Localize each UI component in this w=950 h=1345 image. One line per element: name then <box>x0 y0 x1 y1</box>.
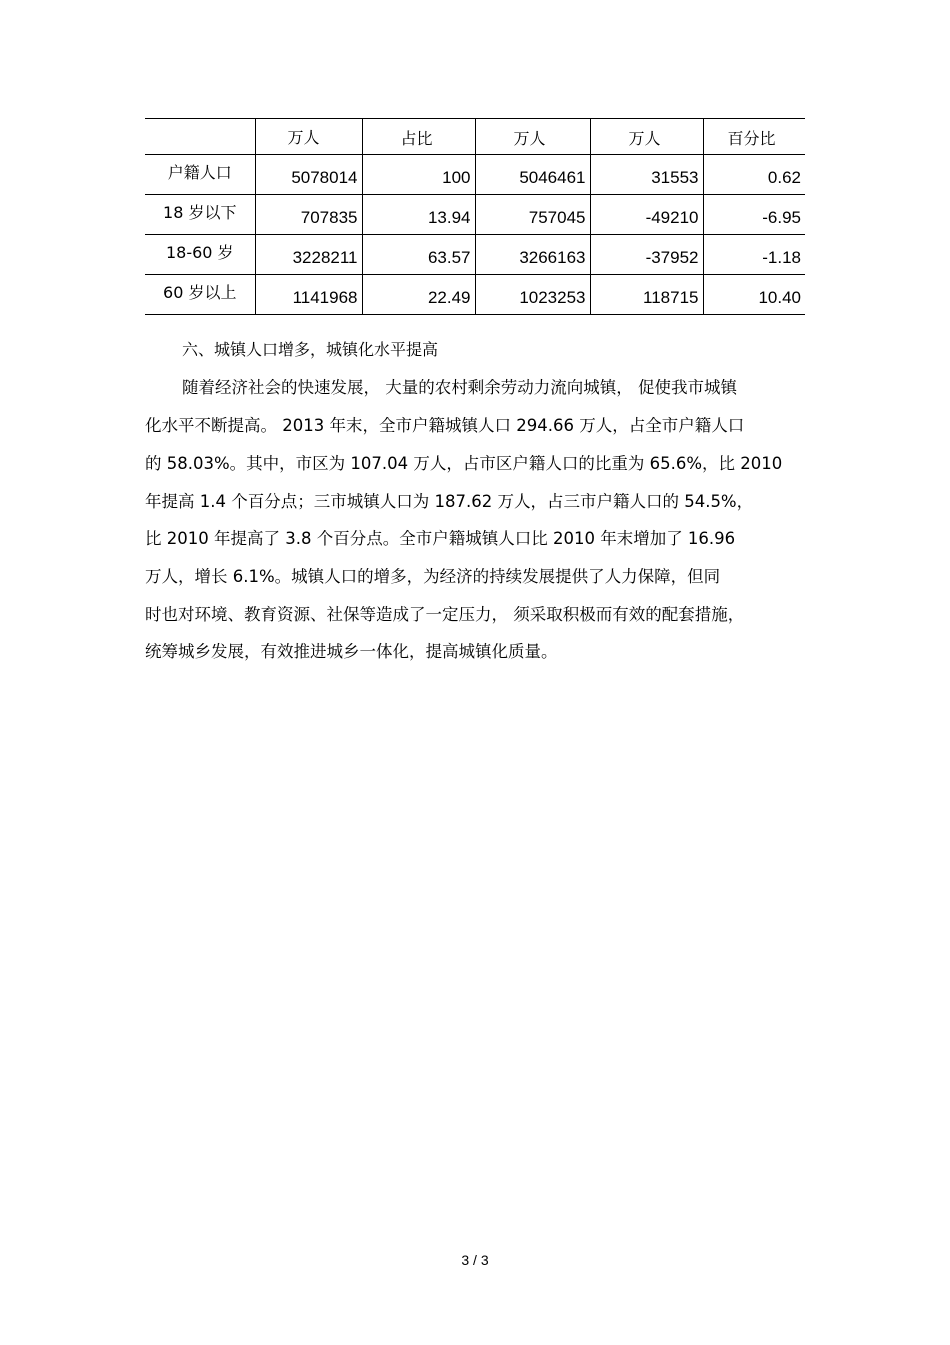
table-row <box>145 275 805 315</box>
paragraph-line: 统筹城乡发展，有效推进城乡一体化，提高城镇化质量。 <box>145 642 558 661</box>
table-cell: 707835 <box>255 195 362 235</box>
table-cell: 118715 <box>590 275 703 315</box>
table-cell: 3266163 <box>475 235 590 275</box>
paragraph-line: 比 2010 年提高了 3.8 个百分点。全市户籍城镇人口比 2010 年末增加了 16.96 <box>145 529 736 548</box>
table-cell: -1.18 <box>703 235 805 275</box>
table-cell: -37952 <box>590 235 703 275</box>
table-cell: -49210 <box>590 195 703 235</box>
paragraph-line: 随着经济社会的快速发展， 大量的农村剩余劳动力流向城镇， 促使我市城镇 <box>182 378 737 397</box>
table-header-cell: 百分比 <box>703 119 805 155</box>
table-cell: 31553 <box>590 155 703 195</box>
paragraph-line: 时也对环境、教育资源、社保等造成了一定压力， 须采取积极而有效的配套措施， <box>145 605 745 624</box>
table-row <box>145 155 805 195</box>
table-header-corner <box>145 119 255 155</box>
table-cell: 22.49 <box>362 275 475 315</box>
table-row <box>145 195 805 235</box>
table-header-cell: 万人 <box>590 119 703 155</box>
table-cell: 3228211 <box>255 235 362 275</box>
table-cell: 5046461 <box>475 155 590 195</box>
table-cell: 13.94 <box>362 195 475 235</box>
row-label: 60 岁以上 <box>145 275 255 315</box>
table-cell: 10.40 <box>703 275 805 315</box>
table-cell: 0.62 <box>703 155 805 195</box>
paragraph-line: 万人，增长 6.1%。城镇人口的增多，为经济的持续发展提供了人力保障，但同 <box>145 567 721 586</box>
row-label: 户籍人口 <box>145 155 255 195</box>
table-row <box>145 235 805 275</box>
paragraph-line: 的 58.03%。其中，市区为 107.04 万人，占市区户籍人口的比重为 65.6%，比 2010 <box>145 454 783 473</box>
population-table <box>145 118 805 315</box>
table-header-cell: 万人 <box>255 119 362 155</box>
table-header-cell: 占比 <box>362 119 475 155</box>
row-label: 18 岁以下 <box>145 195 255 235</box>
table-cell: 100 <box>362 155 475 195</box>
table-cell: 63.57 <box>362 235 475 275</box>
paragraph-line: 年提高 1.4 个百分点；三市城镇人口为 187.62 万人，占三市户籍人口的 54.5%， <box>145 492 754 511</box>
section-heading: 六、城镇人口增多，城镇化水平提高 <box>182 340 439 359</box>
table-header-row <box>145 119 805 155</box>
table-cell: 757045 <box>475 195 590 235</box>
table-cell: 1023253 <box>475 275 590 315</box>
page-number: 3 / 3 <box>461 1252 489 1268</box>
table-header-cell: 万人 <box>475 119 590 155</box>
row-label: 18-60 岁 <box>145 235 255 275</box>
paragraph-line: 化水平不断提高。 2013 年末，全市户籍城镇人口 294.66 万人，占全市户籍人口 <box>145 416 745 435</box>
table-cell: 5078014 <box>255 155 362 195</box>
table-cell: 1141968 <box>255 275 362 315</box>
table-cell: -6.95 <box>703 195 805 235</box>
